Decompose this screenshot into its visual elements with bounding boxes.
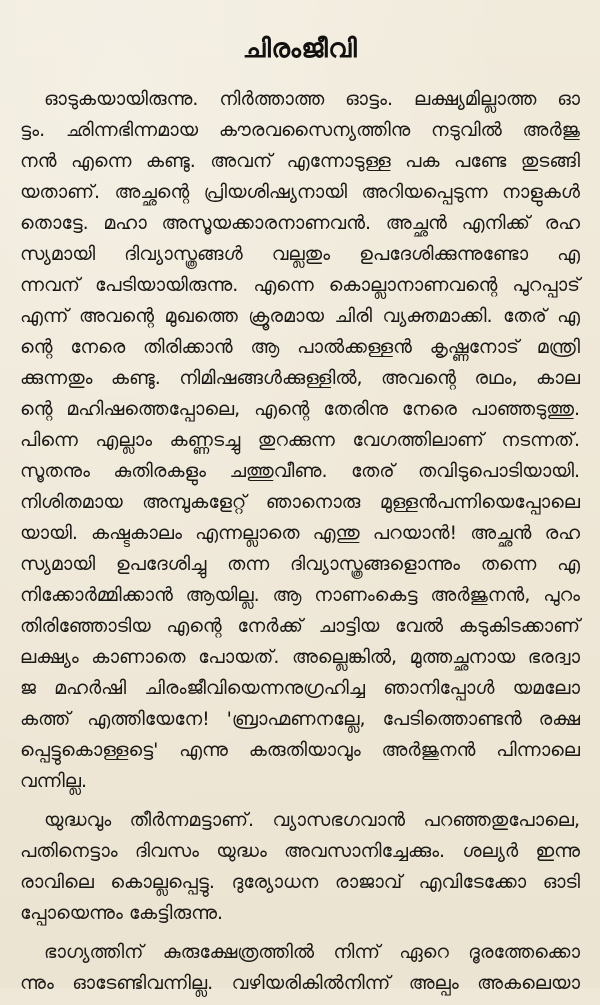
text-line: ന്നവന് പേടിയായിരുന്നു. എന്നെ കൊല്ലാനാണവന്റെ പുറപ്പാട് <box>20 274 580 296</box>
text-line: യായി. കഷ്ടകാലം എന്നല്ലാതെ എന്തു പറയാൻ! അച്ഛൻ രഹ <box>20 522 580 544</box>
text-line: നൻ എന്നെ കണ്ടു. അവന് എന്നോടുള്ള പക പണ്ടേ തുടങ്ങി <box>20 150 580 172</box>
text-line: തൊട്ടേ. മഹാ അസൂയക്കാരനാണവൻ. അച്ഛൻ എനിക്ക് രഹ <box>20 212 580 234</box>
paragraph-1 <box>20 84 580 797</box>
text-line: പതിനെട്ടാം ദിവസം യുദ്ധം അവസാനിച്ചേക്കും. ശല്യർ ഇന്നു <box>20 840 580 862</box>
text-line: നിക്കോർമ്മിക്കാൻ ആയില്ല. ആ നാണംകെട്ട അർജുനൻ, പുറം <box>20 584 580 606</box>
text-line: ന്റെ മഹിഷത്തെപ്പോലെ, എന്റെ തേരിനു നേരെ പാഞ്ഞടുത്തു. <box>20 398 580 420</box>
chapter-heading <box>0 34 600 65</box>
text-line: യുദ്ധവും തീർന്നമട്ടാണ്. വ്യാസഭഗവാൻ പറഞ്ഞതുപോലെ, <box>44 809 580 831</box>
text-line: തിരിഞ്ഞോടിയ എന്റെ നേർക്ക് ചാട്ടിയ വേൽ കടുകിടക്കാണ് <box>20 615 580 637</box>
text-line: ക്കുന്നതും കണ്ടു. നിമിഷങ്ങൾക്കുള്ളിൽ, അവന്റെ രഥം, കാല <box>20 367 580 389</box>
text-line: സ്യമായി ഉപദേശിച്ചു തന്ന ദിവ്യാസ്ത്രങ്ങളൊന്നും തന്നെ എ <box>20 553 580 575</box>
text-line: സ്യമായി ദിവ്യാസ്ത്രങ്ങൾ വല്ലതും ഉപദേശിക്കുന്നുണ്ടോ എ <box>20 243 580 265</box>
text-line: നിശിതമായ അമ്പുകളേറ്റ് ഞാനൊരു മുള്ളൻപന്നിയെപ്പോലെ <box>20 491 580 513</box>
text-line: യതാണ്. അച്ഛന്റെ പ്രിയശിഷ്യനായി അറിയപ്പെടുന്ന നാളുകൾ <box>20 181 580 203</box>
text-line: ഭാഗ്യത്തിന് കുരുക്ഷേത്രത്തിൽ നിന്ന് ഏറെ ദൂരത്തേക്കൊ <box>44 941 580 963</box>
paragraph-3 <box>20 937 580 999</box>
text-line: ട്ടം. ഛിന്നഭിന്നമായ കൗരവസൈന്യത്തിനു നടുവിൽ അർജു <box>20 119 580 141</box>
text-line: വന്നില്ല. <box>20 770 88 792</box>
chapter-title: ചിരംജീവി <box>242 34 358 64</box>
text-line: പിന്നെ എല്ലാം കണ്ണടച്ചു തുറക്കുന്ന വേഗത്തിലാണ് നടന്നത്. <box>20 429 580 451</box>
text-line: പ്പോയെന്നും കേട്ടിരുന്നു. <box>20 902 224 924</box>
text-line: ന്റെ നേരെ തിരിക്കാൻ ആ പാൽക്കള്ളൻ കൃഷ്ണനോട് മന്ത്രി <box>20 336 580 358</box>
text-line: കത്ത് എത്തിയേനേ! 'ബ്രാഹ്മണനല്ലേ, പേടിത്തൊണ്ടൻ രക്ഷ <box>20 708 580 730</box>
text-line: ജ മഹർഷി ചിരംജീവിയെന്നനുഗ്രഹിച്ച ഞാനിപ്പോൾ യമലോ <box>20 677 580 699</box>
text-line: ലക്ഷ്യം കാണാതെ പോയത്. അല്ലെങ്കിൽ, മുത്തച്ഛനായ ഭരദ്വാ <box>20 646 580 668</box>
text-line: സൂതനും കുതിരകളും ചത്തുവീണു. തേര് തവിടുപൊടിയായി. <box>20 460 580 482</box>
text-line: ഓടുകയായിരുന്നു. നിർത്താത്ത ഓട്ടം. ലക്ഷ്യമില്ലാത്ത ഓ <box>44 88 580 110</box>
text-line: പ്പെട്ടുകൊള്ളട്ടെ' എന്നു കരുതിയാവും അർജുനൻ പിന്നാലെ <box>20 739 580 761</box>
text-line: രാവിലെ കൊല്ലപ്പെട്ടു. ദുര്യോധന രാജാവ് എവിടേക്കോ ഓടി <box>20 871 580 893</box>
text-line: ന്നും ഓടേണ്ടിവന്നില്ല. വഴിയരികിൽനിന്ന് അല്പം അകലെയാ <box>20 972 580 994</box>
chapter-body <box>20 84 580 1005</box>
text-line: എന്ന് അവന്റെ മുഖത്തെ ക്രൂരമായ ചിരി വ്യക്തമാക്കി. തേര് എ <box>20 305 580 327</box>
paragraph-2 <box>20 805 580 929</box>
